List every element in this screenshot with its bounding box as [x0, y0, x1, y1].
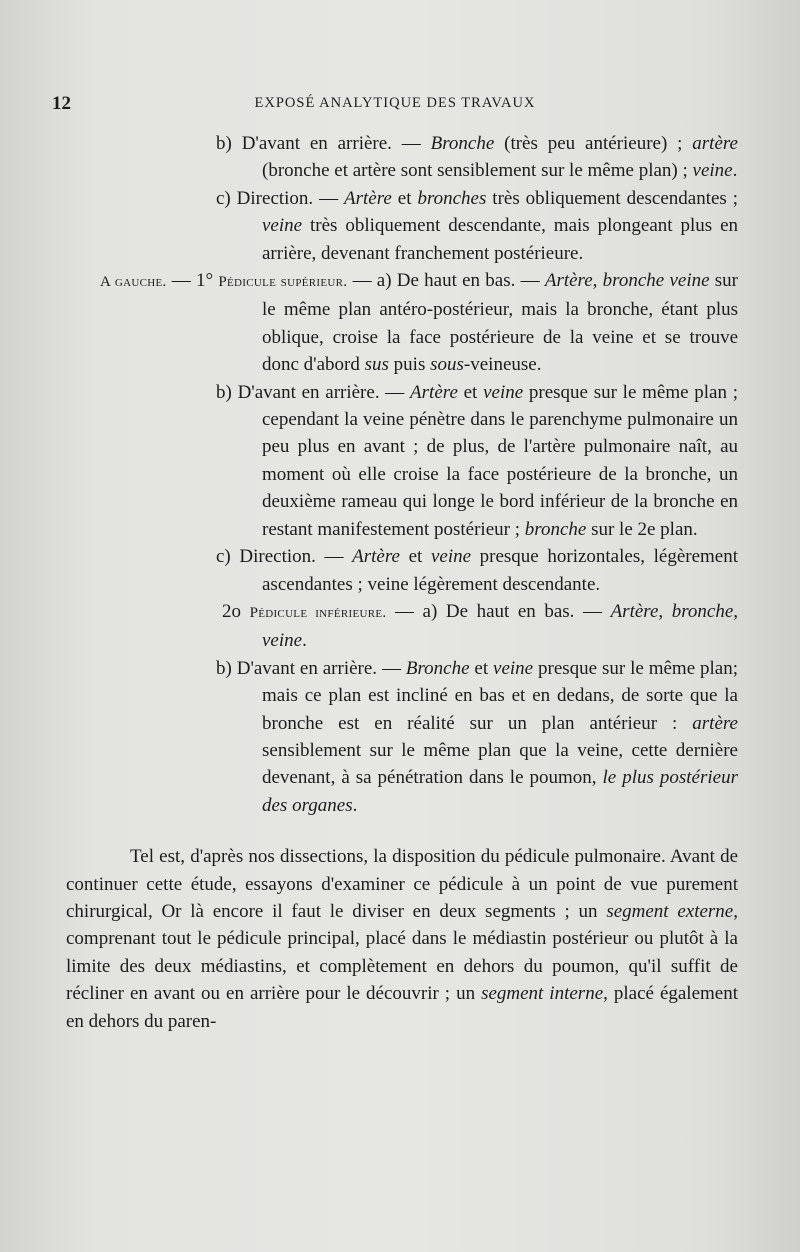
text-run: — a) De haut en bas. —	[386, 600, 611, 622]
text-run: très obliquement descendantes ;	[486, 187, 738, 209]
text-run: b) D'avant en arrière. —	[216, 657, 406, 679]
running-header	[52, 93, 738, 117]
text-run: puis	[388, 354, 431, 376]
italic-term: segment interne	[481, 983, 604, 1005]
text-run: et	[469, 657, 494, 679]
text-run: b) D'avant en arrière. —	[216, 381, 411, 403]
italic-term: segment externe	[606, 900, 734, 922]
paragraph-c-direction-1	[0, 185, 800, 267]
italic-term: veine	[493, 657, 534, 679]
small-caps-heading: Pédicule inférieure.	[249, 604, 387, 621]
text-run: (bronche et artère sont sensiblement sur le même plan) ;	[262, 160, 693, 182]
paragraph-b-avant-arriere-2	[0, 379, 800, 543]
paragraph-b-avant-arriere-1	[0, 130, 800, 185]
text-run: presque horizontales, légèrement ascendantes ; veine légèrement descendante.	[262, 546, 738, 595]
text-run: b)	[216, 133, 242, 154]
text-run: sur le 2e plan.	[586, 518, 698, 540]
text-run: très obliquement descendante, mais plongeant plus en arrière, devenant franchement postérieure.	[262, 215, 738, 264]
text-run: .	[352, 794, 358, 816]
italic-term: veine	[483, 381, 524, 403]
italic-term: Bronche	[430, 133, 495, 154]
text-run: et	[391, 187, 418, 209]
paragraph-c-direction-2	[0, 543, 800, 598]
paragraph-pedicule-inferieure	[0, 598, 800, 655]
text-run: — 1°	[166, 270, 219, 292]
text-run: .	[732, 160, 738, 182]
italic-term: sous	[430, 354, 464, 376]
text-run: Tel est, d'après nos dissections, la disposition du pédicule pulmonaire. Avant de continuer cette étude, essayons d'examiner ce pédicule à un point de vue purement chirurgical, Or là encore il faut le diviser en deux segments ; un	[66, 846, 738, 922]
italic-term: veine	[262, 215, 303, 237]
text-run: presque sur le même plan; mais ce plan est incliné en bas et en dedans, de sorte que la bronche est en réalité sur un plan antérieur :	[262, 657, 739, 734]
page-number: 12	[52, 93, 71, 114]
text-run: -veineuse.	[463, 354, 542, 376]
text-run: .	[302, 630, 307, 652]
text-run: c) Direction. —	[216, 546, 353, 568]
italic-term: Artère	[410, 381, 458, 403]
italic-term: Artère, bronche veine	[544, 270, 710, 292]
text-run: et	[399, 546, 431, 568]
text-run: presque sur le même plan ; cependant la veine pénètre dans le parenchyme pulmonaire un peu plus en avant ; de plus, de l'artère pulmonaire naît, au moment où elle croise la face postérieure de la bronche, un deuxième rameau qui longe le bord inférieur de la bronche en restant manifestement postérieur ;	[262, 381, 739, 540]
text-run: 2o	[222, 600, 250, 622]
italic-term: veine	[692, 160, 733, 182]
small-caps-heading: Pédicule supérieur.	[218, 274, 348, 291]
text-run: , comprenant tout le pédicule principal, placé dans le médiastin postérieur ou plutôt à la limite des deux médiastins, et complètement en dehors du poumon, qu'il suffit de récliner en avant ou en arrière pour le découvrir ; un	[66, 900, 738, 1005]
italic-term: Artère	[352, 546, 400, 568]
paragraph-b-avant-arriere-3	[0, 655, 800, 819]
running-title: EXPOSÉ ANALYTIQUE DES TRAVAUX	[254, 95, 536, 111]
text-run: D'avant en arrière. —	[241, 133, 431, 154]
italic-term: veine	[430, 546, 472, 568]
text-run: , placé également en dehors du paren-	[66, 983, 739, 1032]
paragraph-conclusion	[0, 843, 800, 1035]
italic-term: artère	[692, 133, 738, 154]
italic-term: sus	[364, 354, 389, 376]
text-run: (très peu antérieure) ;	[494, 133, 693, 154]
italic-term: Artère	[344, 187, 392, 209]
text-run: sensiblement sur le même plan que la veine, cette dernière devenant, à sa pénétration dans le poumon,	[262, 739, 738, 789]
italic-term: Bronche	[405, 657, 470, 679]
text-body	[0, 130, 800, 1035]
text-run: et	[457, 381, 484, 403]
text-run: c) Direction. —	[216, 187, 345, 209]
paragraph-a-gauche-pedicule-superieur	[0, 267, 800, 379]
italic-term: artère	[692, 712, 738, 734]
italic-term: le plus postérieur des organes	[262, 767, 738, 816]
italic-term: bronches	[417, 187, 487, 209]
small-caps-heading: A gauche.	[100, 274, 167, 291]
text-run: — a) De haut en bas. —	[347, 270, 545, 292]
text-run: sur le même plan antéro-postérieur, mais la bronche, étant plus oblique, croise la face postérieure de la veine et se trouve donc d'abord	[262, 270, 738, 376]
italic-term: bronche	[524, 518, 587, 540]
italic-term: Artère, bronche, veine	[262, 600, 739, 652]
